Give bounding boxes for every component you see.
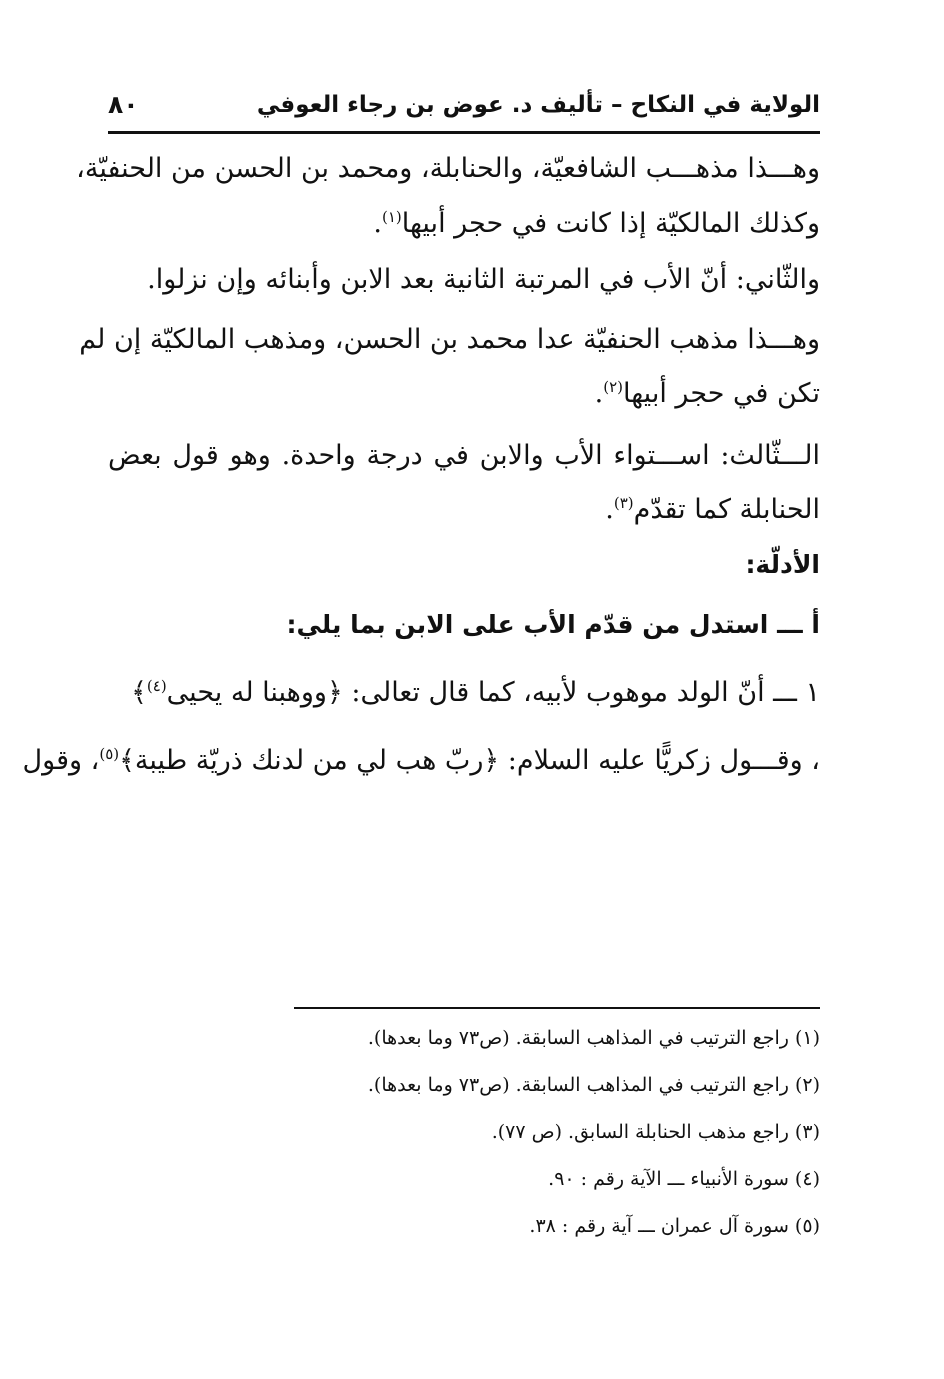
body-line-9-end: ، وقول	[22, 745, 100, 776]
body-line-9-text: ، وقـــول زكريًّا عليه السلام: ﴿ربّ هب لي من لدنك ذريّة طيبة﴾	[119, 745, 820, 776]
header-divider	[108, 131, 820, 134]
body-line-2-text: وكذلك المالكيّة إذا كانت في حجر أبيها	[401, 208, 820, 239]
footnote-5: (٥) سورة آل عمران ـــ آية رقم : ٣٨.	[529, 1215, 820, 1237]
footnote-2: (٢) راجع الترتيب في المذاهب السابقة. (ص٧٣ وما بعدها).	[367, 1074, 820, 1096]
body-line-4: وهـــذا مذهب الحنفيّة عدا محمد بن الحسن، ومذهب المالكيّة إن لم	[79, 324, 820, 355]
body-line-1: وهـــذا مذهـــب الشافعيّة، والحنابلة، ومحمد بن الحسن من الحنفيّة،	[76, 153, 820, 184]
body-line-9	[22, 745, 820, 777]
footnote-ref-5[interactable]: (٥)	[99, 745, 120, 763]
footnote-ref-2[interactable]: (٢)	[603, 378, 623, 396]
section-heading-evidence: الأدلّة:	[745, 550, 820, 579]
body-line-2	[373, 208, 820, 240]
body-line-6: الـــثّالث: اســـتواء الأب والابن في درجة واحدة. وهو قول بعض	[108, 440, 820, 471]
footnote-ref-4[interactable]: (٤)	[146, 677, 167, 695]
body-line-7	[605, 494, 820, 526]
footnote-ref-1[interactable]: (١)	[381, 208, 402, 226]
subheading-a: أ ـــ استدل من قدّم الأب على الابن بما يلي:	[286, 610, 820, 639]
body-line-7-end: .	[605, 494, 614, 525]
body-line-7-text: الحنابلة كما تقدّم	[633, 494, 820, 525]
footnote-divider	[294, 1007, 820, 1009]
body-line-3: والثّاني: أنّ الأب في المرتبة الثانية بعد الابن وأبنائه وإن نزلوا.	[147, 264, 820, 295]
footnote-3: (٣) راجع مذهب الحنابلة السابق. (ص ٧٧).	[491, 1121, 820, 1143]
page-number: ٨٠	[108, 90, 139, 119]
body-line-8-end: ﴾	[131, 677, 147, 708]
body-line-8-text: ١ ـــ أنّ الولد موهوب لأبيه، كما قال تعالى: ﴿ووهبنا له يحيى	[166, 677, 820, 708]
running-header	[108, 88, 820, 130]
footnote-1: (١) راجع الترتيب في المذاهب السابقة. (ص٧٣ وما بعدها).	[367, 1027, 820, 1049]
body-line-8	[131, 677, 820, 709]
body-line-2-end: .	[373, 208, 382, 239]
book-title: الولاية في النكاح – تأليف د. عوض بن رجاء العوفي	[256, 92, 820, 118]
footnote-4: (٤) سورة الأنبياء ـــ الآية رقم : ٩٠.	[548, 1168, 820, 1190]
body-line-5-text: تكن في حجر أبيها	[623, 378, 820, 409]
body-line-5-end: .	[594, 378, 604, 409]
body-line-5	[595, 378, 820, 410]
footnote-ref-3[interactable]: (٣)	[613, 494, 634, 512]
